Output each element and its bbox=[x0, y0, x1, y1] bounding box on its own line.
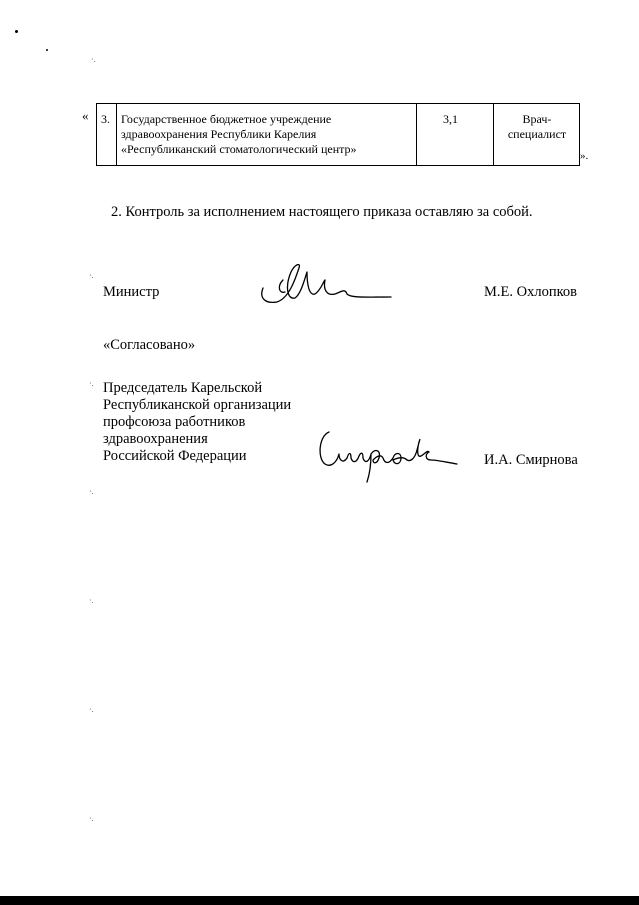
control-paragraph: 2. Контроль за исполнением настоящего приказа оставляю за собой. bbox=[111, 204, 533, 220]
chairman-organization: Председатель Карельской Республиканской организации профсоюза работников здравоохранения Российской Федерации bbox=[103, 380, 292, 464]
minister-title: Министр bbox=[103, 284, 160, 300]
close-quote: ». bbox=[580, 150, 589, 162]
scan-speck bbox=[15, 30, 18, 33]
scan-speck: ·. bbox=[89, 379, 94, 388]
scan-bottom-edge bbox=[0, 896, 639, 905]
coefficient-value: 3,1 bbox=[443, 112, 458, 126]
scan-speck: ·. bbox=[89, 271, 94, 280]
agreed-label: «Согласовано» bbox=[103, 337, 196, 353]
institution-name: Государственное бюджетное учреждение здравоохранения Республики Карелия «Республиканский стоматологический центр» bbox=[121, 112, 357, 156]
minister-name: М.Е. Охлопков bbox=[484, 284, 577, 300]
scan-speck: ·. bbox=[89, 814, 94, 823]
row-number: 3. bbox=[101, 112, 110, 126]
chairman-signature bbox=[315, 424, 465, 484]
scan-speck: ·. bbox=[91, 55, 96, 64]
scan-speck: ·. bbox=[89, 487, 94, 496]
scan-speck: ·. bbox=[89, 596, 94, 605]
scan-speck: ·. bbox=[89, 705, 94, 714]
chairman-name: И.А. Смирнова bbox=[484, 452, 578, 468]
position-title: Врач- специалист bbox=[507, 112, 567, 141]
open-quote: « bbox=[82, 108, 89, 123]
minister-signature bbox=[255, 258, 395, 308]
table-row bbox=[96, 103, 580, 166]
scan-speck bbox=[46, 49, 48, 51]
